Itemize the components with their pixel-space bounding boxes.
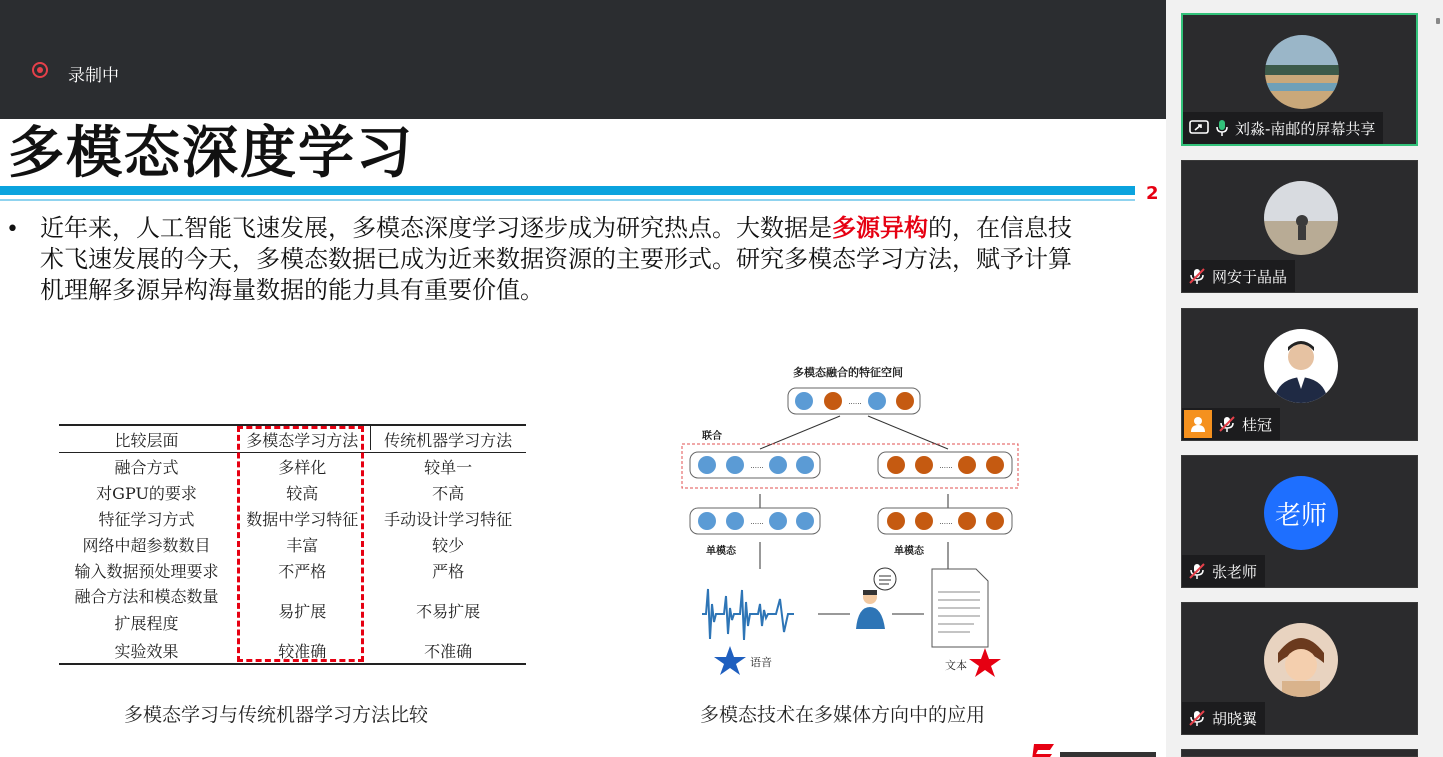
- participants-panel: [1166, 0, 1443, 757]
- node: [698, 456, 716, 474]
- node: [915, 456, 933, 474]
- person-icon-body: [856, 607, 885, 629]
- table-cell-line: 融合方法和模态数量: [74, 587, 219, 606]
- participant-name-tag: [1182, 555, 1265, 587]
- multimodal-diagram: [680, 364, 1020, 679]
- table-header: 多模态学习方法: [246, 430, 359, 450]
- speech-label: 语音: [750, 656, 772, 669]
- orange-user-icon: [1184, 410, 1212, 438]
- participant-tile[interactable]: [1181, 13, 1418, 146]
- participant-name-tag: [1182, 408, 1280, 440]
- speech-waveform: [702, 589, 794, 640]
- node: [796, 512, 814, 530]
- node: [887, 512, 905, 530]
- participant-tile[interactable]: [1181, 160, 1418, 293]
- scrollbar-thumb[interactable]: [1436, 18, 1440, 24]
- table-cell: 不严格: [278, 561, 327, 581]
- bullet-text-after: 的，在信息技术飞速发展的今天，多模态数据已成为近来数据资源的主要形式。研究多模态学习方法，赋予计算机理解多源异构海量数据的能力具有重要价值。: [40, 214, 1072, 304]
- record-icon: [32, 62, 48, 78]
- shared-slide: [0, 119, 1166, 757]
- table-cell-line: 扩展程度: [114, 614, 179, 633]
- star-icon: [714, 646, 746, 675]
- node: [986, 456, 1004, 474]
- participant-name-tag: [1182, 260, 1295, 292]
- fusion-node: [868, 392, 886, 410]
- avatar: [1264, 623, 1338, 697]
- table-cell: 手动设计学习特征: [384, 509, 513, 529]
- ellipsis: ......: [939, 462, 953, 470]
- ellipsis: ......: [750, 518, 764, 526]
- bullet-text-before: 近年来，人工智能飞速发展，多模态深度学习逐步成为研究热点。大数据是: [40, 214, 832, 242]
- participant-name: 刘淼-南邮的屏幕共享: [1235, 119, 1376, 138]
- table-cell: 多样化: [278, 457, 327, 477]
- ellipsis: ......: [848, 398, 862, 406]
- beach-person-avatar: [1264, 181, 1338, 255]
- table-header: 传统机器学习方法: [384, 430, 513, 450]
- screen-share-icon: [1189, 120, 1209, 136]
- man-in-suit-avatar: [1264, 329, 1338, 403]
- table-cell: 实验效果: [114, 641, 179, 661]
- diagram-top-label: 多模态融合的特征空间: [793, 366, 903, 379]
- participant-tile[interactable]: [1181, 308, 1418, 441]
- bullet-paragraph: [40, 213, 1080, 306]
- fusion-node: [795, 392, 813, 410]
- node: [887, 456, 905, 474]
- participant-tile[interactable]: [1181, 602, 1418, 735]
- table-cell: 输入数据预处理要求: [74, 561, 219, 581]
- recording-status: 录制中: [68, 66, 119, 86]
- table-cell: 不准确: [424, 641, 473, 661]
- star-icon: [969, 648, 1001, 677]
- node: [769, 456, 787, 474]
- participant-name-tag: [1182, 702, 1265, 734]
- table-cell: 不高: [432, 483, 465, 503]
- node: [726, 456, 744, 474]
- meeting-top-bar: [0, 0, 1166, 119]
- bullet-marker: •: [6, 217, 19, 242]
- table-cell: 较高: [286, 483, 319, 503]
- participant-name: 网安于晶晶: [1212, 267, 1288, 286]
- avatar: [1264, 181, 1338, 255]
- node: [698, 512, 716, 530]
- child-photo-avatar: [1264, 623, 1338, 697]
- muted-mic-icon: [1188, 562, 1206, 580]
- participant-tile[interactable]: [1181, 455, 1418, 588]
- table-cell: 对GPU的要求: [96, 483, 197, 503]
- node: [796, 456, 814, 474]
- muted-mic-icon: [1218, 415, 1236, 433]
- chat-bubble-icon: [874, 568, 896, 590]
- header-separator: [370, 424, 371, 450]
- table-cell: 网络中超参数数目: [82, 535, 211, 555]
- avatar: [1264, 476, 1338, 550]
- lab-logo: [1032, 740, 1162, 757]
- table-cell: 数据中学习特征: [246, 509, 359, 529]
- table-cell: 特征学习方式: [98, 509, 195, 529]
- fusion-node: [824, 392, 842, 410]
- participant-name-tag: [1183, 112, 1383, 144]
- muted-mic-icon: [1188, 709, 1206, 727]
- table-cell: 较单一: [424, 457, 473, 477]
- table-cell: 融合方式: [114, 457, 179, 477]
- table-cell: 易扩展: [278, 601, 327, 621]
- highlight-dashed-box: [237, 426, 364, 662]
- participant-name: 桂冠: [1242, 415, 1273, 434]
- table-cell: 较少: [432, 535, 465, 555]
- ellipsis: ......: [939, 518, 953, 526]
- muted-mic-icon: [1188, 267, 1206, 285]
- slide-title: 多模态深度学习: [8, 121, 414, 186]
- page-number: 2: [1146, 183, 1159, 204]
- node: [915, 512, 933, 530]
- table-cell: 丰富: [286, 535, 319, 555]
- avatar: [1264, 329, 1338, 403]
- participant-name: 胡晓翼: [1212, 709, 1258, 728]
- node: [958, 456, 976, 474]
- lake-scenery-avatar: [1265, 35, 1339, 109]
- single-modal-label: 单模态: [706, 546, 736, 557]
- table-caption: 多模态学习与传统机器学习方法比较: [124, 704, 429, 726]
- single-modal-label: 单模态: [894, 546, 924, 557]
- title-underline: [0, 186, 1135, 195]
- diagram-caption: 多模态技术在多媒体方向中的应用: [700, 704, 986, 726]
- table-cell: 较准确: [278, 641, 327, 661]
- microphone-icon: [1215, 119, 1229, 137]
- node: [769, 512, 787, 530]
- node: [958, 512, 976, 530]
- table-cell: [59, 583, 234, 637]
- table-header: 比较层面: [114, 430, 179, 450]
- person-icon-hair: [863, 590, 877, 595]
- avatar: [1265, 35, 1339, 109]
- bullet-highlight: 多源异构: [832, 214, 928, 242]
- text-label: 文本: [945, 659, 967, 672]
- node: [986, 512, 1004, 530]
- ellipsis: ......: [750, 462, 764, 470]
- participant-name: 张老师: [1212, 562, 1258, 581]
- joint-label: 联合: [702, 431, 722, 442]
- node: [726, 512, 744, 530]
- participant-tile[interactable]: [1181, 749, 1418, 757]
- fusion-node: [896, 392, 914, 410]
- table-cell: 严格: [432, 561, 465, 581]
- table-cell: 不易扩展: [416, 601, 481, 621]
- avatar-initials: 老师: [1274, 500, 1327, 531]
- title-underline-thin: [0, 199, 1135, 201]
